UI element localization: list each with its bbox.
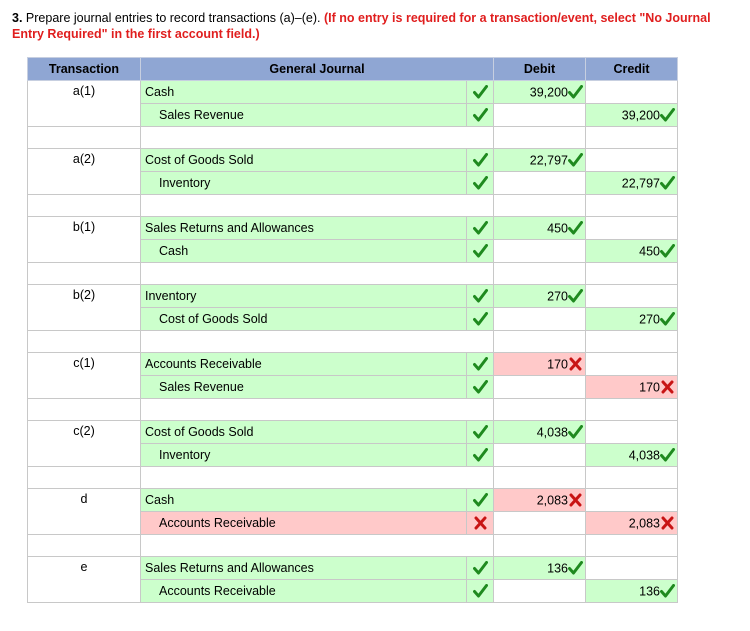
check-icon (568, 221, 583, 235)
debit-cell[interactable] (494, 104, 586, 127)
account-status (467, 240, 494, 263)
account-status (467, 489, 494, 512)
spacer-row (28, 399, 678, 421)
spacer-row (28, 467, 678, 489)
account-field[interactable]: Sales Revenue (141, 376, 467, 399)
x-icon (568, 493, 583, 507)
credit-cell[interactable] (586, 240, 678, 263)
credit-cell[interactable] (586, 308, 678, 331)
account-field[interactable]: Accounts Receivable (141, 512, 467, 535)
check-icon (568, 561, 583, 575)
credit-value: 136 (639, 584, 660, 599)
account-field[interactable]: Cost of Goods Sold (141, 149, 467, 172)
transaction-label: b(2) (28, 285, 141, 331)
table-row (28, 353, 678, 376)
check-icon (660, 448, 675, 462)
check-icon (473, 448, 488, 462)
account-field[interactable]: Cash (141, 489, 467, 512)
transaction-label: c(1) (28, 353, 141, 399)
spacer-row (28, 535, 678, 557)
credit-cell[interactable] (586, 444, 678, 467)
account-status (467, 285, 494, 308)
account-field[interactable]: Cash (141, 240, 467, 263)
account-field[interactable]: Inventory (141, 444, 467, 467)
transaction-label: b(1) (28, 217, 141, 263)
table-row (28, 421, 678, 444)
credit-cell[interactable] (586, 149, 678, 172)
debit-cell[interactable] (494, 172, 586, 195)
account-field[interactable]: Cost of Goods Sold (141, 421, 467, 444)
x-icon (568, 357, 583, 371)
credit-value: 170 (639, 380, 660, 395)
account-status (467, 308, 494, 331)
account-status (467, 81, 494, 104)
transaction-label: a(1) (28, 81, 141, 127)
table-row (28, 489, 678, 512)
check-icon (473, 85, 488, 99)
account-field[interactable]: Cash (141, 81, 467, 104)
debit-cell[interactable] (494, 421, 586, 444)
account-status (467, 104, 494, 127)
x-icon (660, 516, 675, 530)
table-row (28, 149, 678, 172)
check-icon (473, 108, 488, 122)
question-requirement: (If no entry is required for a transaction/event, select "No Journal Entry Required" in the first account field.) (12, 11, 711, 41)
x-icon (473, 516, 488, 530)
table-header-row (28, 58, 678, 81)
debit-cell[interactable] (494, 308, 586, 331)
debit-value: 2,083 (536, 493, 568, 508)
check-icon (660, 312, 675, 326)
account-status (467, 217, 494, 240)
credit-value: 39,200 (621, 108, 660, 123)
credit-cell[interactable] (586, 489, 678, 512)
credit-value: 450 (639, 244, 660, 259)
account-field[interactable]: Inventory (141, 285, 467, 308)
credit-cell[interactable] (586, 81, 678, 104)
credit-cell[interactable] (586, 104, 678, 127)
question-prompt (12, 10, 737, 42)
check-icon (473, 493, 488, 507)
account-status (467, 580, 494, 603)
check-icon (473, 380, 488, 394)
spacer-row (28, 127, 678, 149)
check-icon (660, 176, 675, 190)
debit-cell[interactable] (494, 580, 586, 603)
credit-value: 270 (639, 312, 660, 327)
credit-cell[interactable] (586, 580, 678, 603)
debit-cell[interactable] (494, 217, 586, 240)
header-debit: Debit (494, 58, 586, 81)
check-icon (473, 153, 488, 167)
debit-value: 39,200 (529, 85, 568, 100)
check-icon (660, 244, 675, 258)
credit-cell[interactable] (586, 285, 678, 308)
check-icon (473, 425, 488, 439)
question-text: Prepare journal entries to record transactions (a)–(e). (25, 11, 321, 25)
check-icon (568, 289, 583, 303)
debit-value: 136 (547, 561, 568, 576)
credit-cell[interactable] (586, 421, 678, 444)
debit-value: 22,797 (529, 153, 568, 168)
account-status (467, 376, 494, 399)
credit-value: 2,083 (628, 516, 660, 531)
check-icon (473, 244, 488, 258)
credit-cell[interactable] (586, 557, 678, 580)
check-icon (660, 584, 675, 598)
debit-cell[interactable] (494, 444, 586, 467)
account-field[interactable]: Cost of Goods Sold (141, 308, 467, 331)
table-row (28, 285, 678, 308)
credit-cell[interactable] (586, 217, 678, 240)
spacer-row (28, 195, 678, 217)
debit-cell[interactable] (494, 376, 586, 399)
check-icon (473, 176, 488, 190)
table-row (28, 557, 678, 580)
check-icon (473, 584, 488, 598)
check-icon (473, 312, 488, 326)
transaction-label: e (28, 557, 141, 603)
transaction-label: d (28, 489, 141, 535)
account-field[interactable]: Sales Revenue (141, 104, 467, 127)
account-field[interactable]: Sales Returns and Allowances (141, 557, 467, 580)
debit-cell[interactable] (494, 557, 586, 580)
credit-value: 22,797 (621, 176, 660, 191)
debit-value: 170 (547, 357, 568, 372)
debit-cell[interactable] (494, 512, 586, 535)
account-field[interactable]: Accounts Receivable (141, 353, 467, 376)
debit-cell[interactable] (494, 149, 586, 172)
debit-cell[interactable] (494, 353, 586, 376)
account-field[interactable]: Inventory (141, 172, 467, 195)
debit-value: 450 (547, 221, 568, 236)
debit-cell[interactable] (494, 285, 586, 308)
transaction-label: c(2) (28, 421, 141, 467)
account-field[interactable]: Accounts Receivable (141, 580, 467, 603)
table-row (28, 81, 678, 104)
debit-cell[interactable] (494, 81, 586, 104)
check-icon (568, 153, 583, 167)
debit-cell[interactable] (494, 489, 586, 512)
credit-cell[interactable] (586, 172, 678, 195)
journal-body (28, 81, 678, 603)
header-general-journal: General Journal (141, 58, 494, 81)
debit-value: 270 (547, 289, 568, 304)
spacer-row (28, 263, 678, 285)
check-icon (473, 289, 488, 303)
check-icon (568, 85, 583, 99)
account-status (467, 149, 494, 172)
check-icon (473, 221, 488, 235)
account-status (467, 353, 494, 376)
table-row (28, 217, 678, 240)
account-status (467, 557, 494, 580)
header-transaction: Transaction (28, 58, 141, 81)
question-number: 3. (12, 11, 23, 25)
check-icon (473, 561, 488, 575)
check-icon (660, 108, 675, 122)
header-credit: Credit (586, 58, 678, 81)
credit-cell[interactable] (586, 353, 678, 376)
credit-value: 4,038 (628, 448, 660, 463)
debit-value: 4,038 (536, 425, 568, 440)
account-status (467, 172, 494, 195)
transaction-label: a(2) (28, 149, 141, 195)
journal-table (27, 57, 678, 603)
credit-cell[interactable] (586, 512, 678, 535)
account-field[interactable]: Sales Returns and Allowances (141, 217, 467, 240)
account-status (467, 444, 494, 467)
credit-cell[interactable] (586, 376, 678, 399)
x-icon (660, 380, 675, 394)
check-icon (568, 425, 583, 439)
account-status (467, 512, 494, 535)
check-icon (473, 357, 488, 371)
spacer-row (28, 331, 678, 353)
debit-cell[interactable] (494, 240, 586, 263)
account-status (467, 421, 494, 444)
